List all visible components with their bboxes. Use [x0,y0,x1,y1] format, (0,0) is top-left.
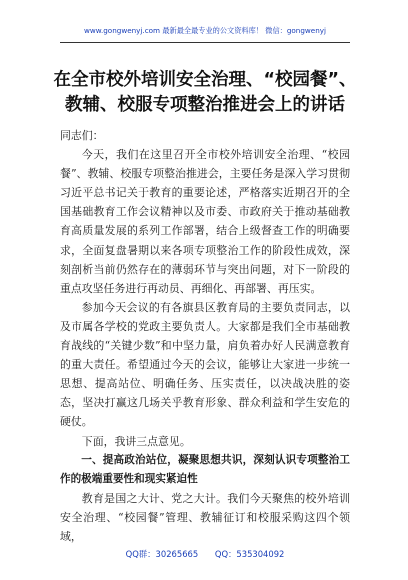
body-paragraph: 教育是国之大计、党之大计。我们今天聚焦的校外培训安全治理、“校园餐”管理、教辅征订和校服采购这四个领域， [60,491,350,543]
title-line-2: 教辅、校服专项整治推进会上的讲话 [65,95,345,115]
document-title [46,68,364,118]
salutation: 同志们： [60,129,104,142]
footer-qq-contact: QQ：535304092 [214,549,285,559]
site-header-text: www.gongwenyj.com 最新最全最专业的公文资料库！ 微信：gongwenyj [83,26,327,35]
body-paragraph: 参加今天会议的有各旗县区教育局的主要负责同志，以及市属各学校的党政主要负责人。大家都是我们全市基础教育战线的“关键少数”和中坚力量，肩负着办好人民满意教育的重大责任。希望通过今天的会议，能够让大家进一步统一思想、提高站位、明确任务、压实责任，以决战决胜的姿态，坚决打赢这几场关乎教育形象、群众利益和学生安危的硬仗。 [60,300,350,429]
title-line-1: 在全市校外培训安全治理、“校园餐”、 [53,70,357,90]
site-footer [60,548,350,560]
header-divider [60,42,350,43]
body-paragraph: 下面，我讲三点意见。 [81,434,191,448]
section-heading: 一、提高政治站位，凝聚思想共识，深刻认识专项整治工作的极端重要性和现实紧迫性 [60,453,350,485]
footer-qq-group: QQ群：30265665 [125,549,199,559]
body-paragraph: 今天，我们在这里召开全市校外培训安全治理、“校园餐”、教辅、校服专项整治推进会，主要任务是深入学习贯彻习近平总书记关于教育的重要论述，严格落实近期召开的全国基础教育工作会议精神以及市委、市政府关于推动基础教育高质量发展的系列工作部署，结合上级督查工作的明确要求，全面复盘暑期以来各项专项整治工作的阶段性成效，深刻剖析当前仍然存在的薄弱环节与突出问题，对下一阶段的重点攻坚任务进行再动员、再细化、再部署、再压实。 [60,148,350,295]
document-body [60,126,350,546]
